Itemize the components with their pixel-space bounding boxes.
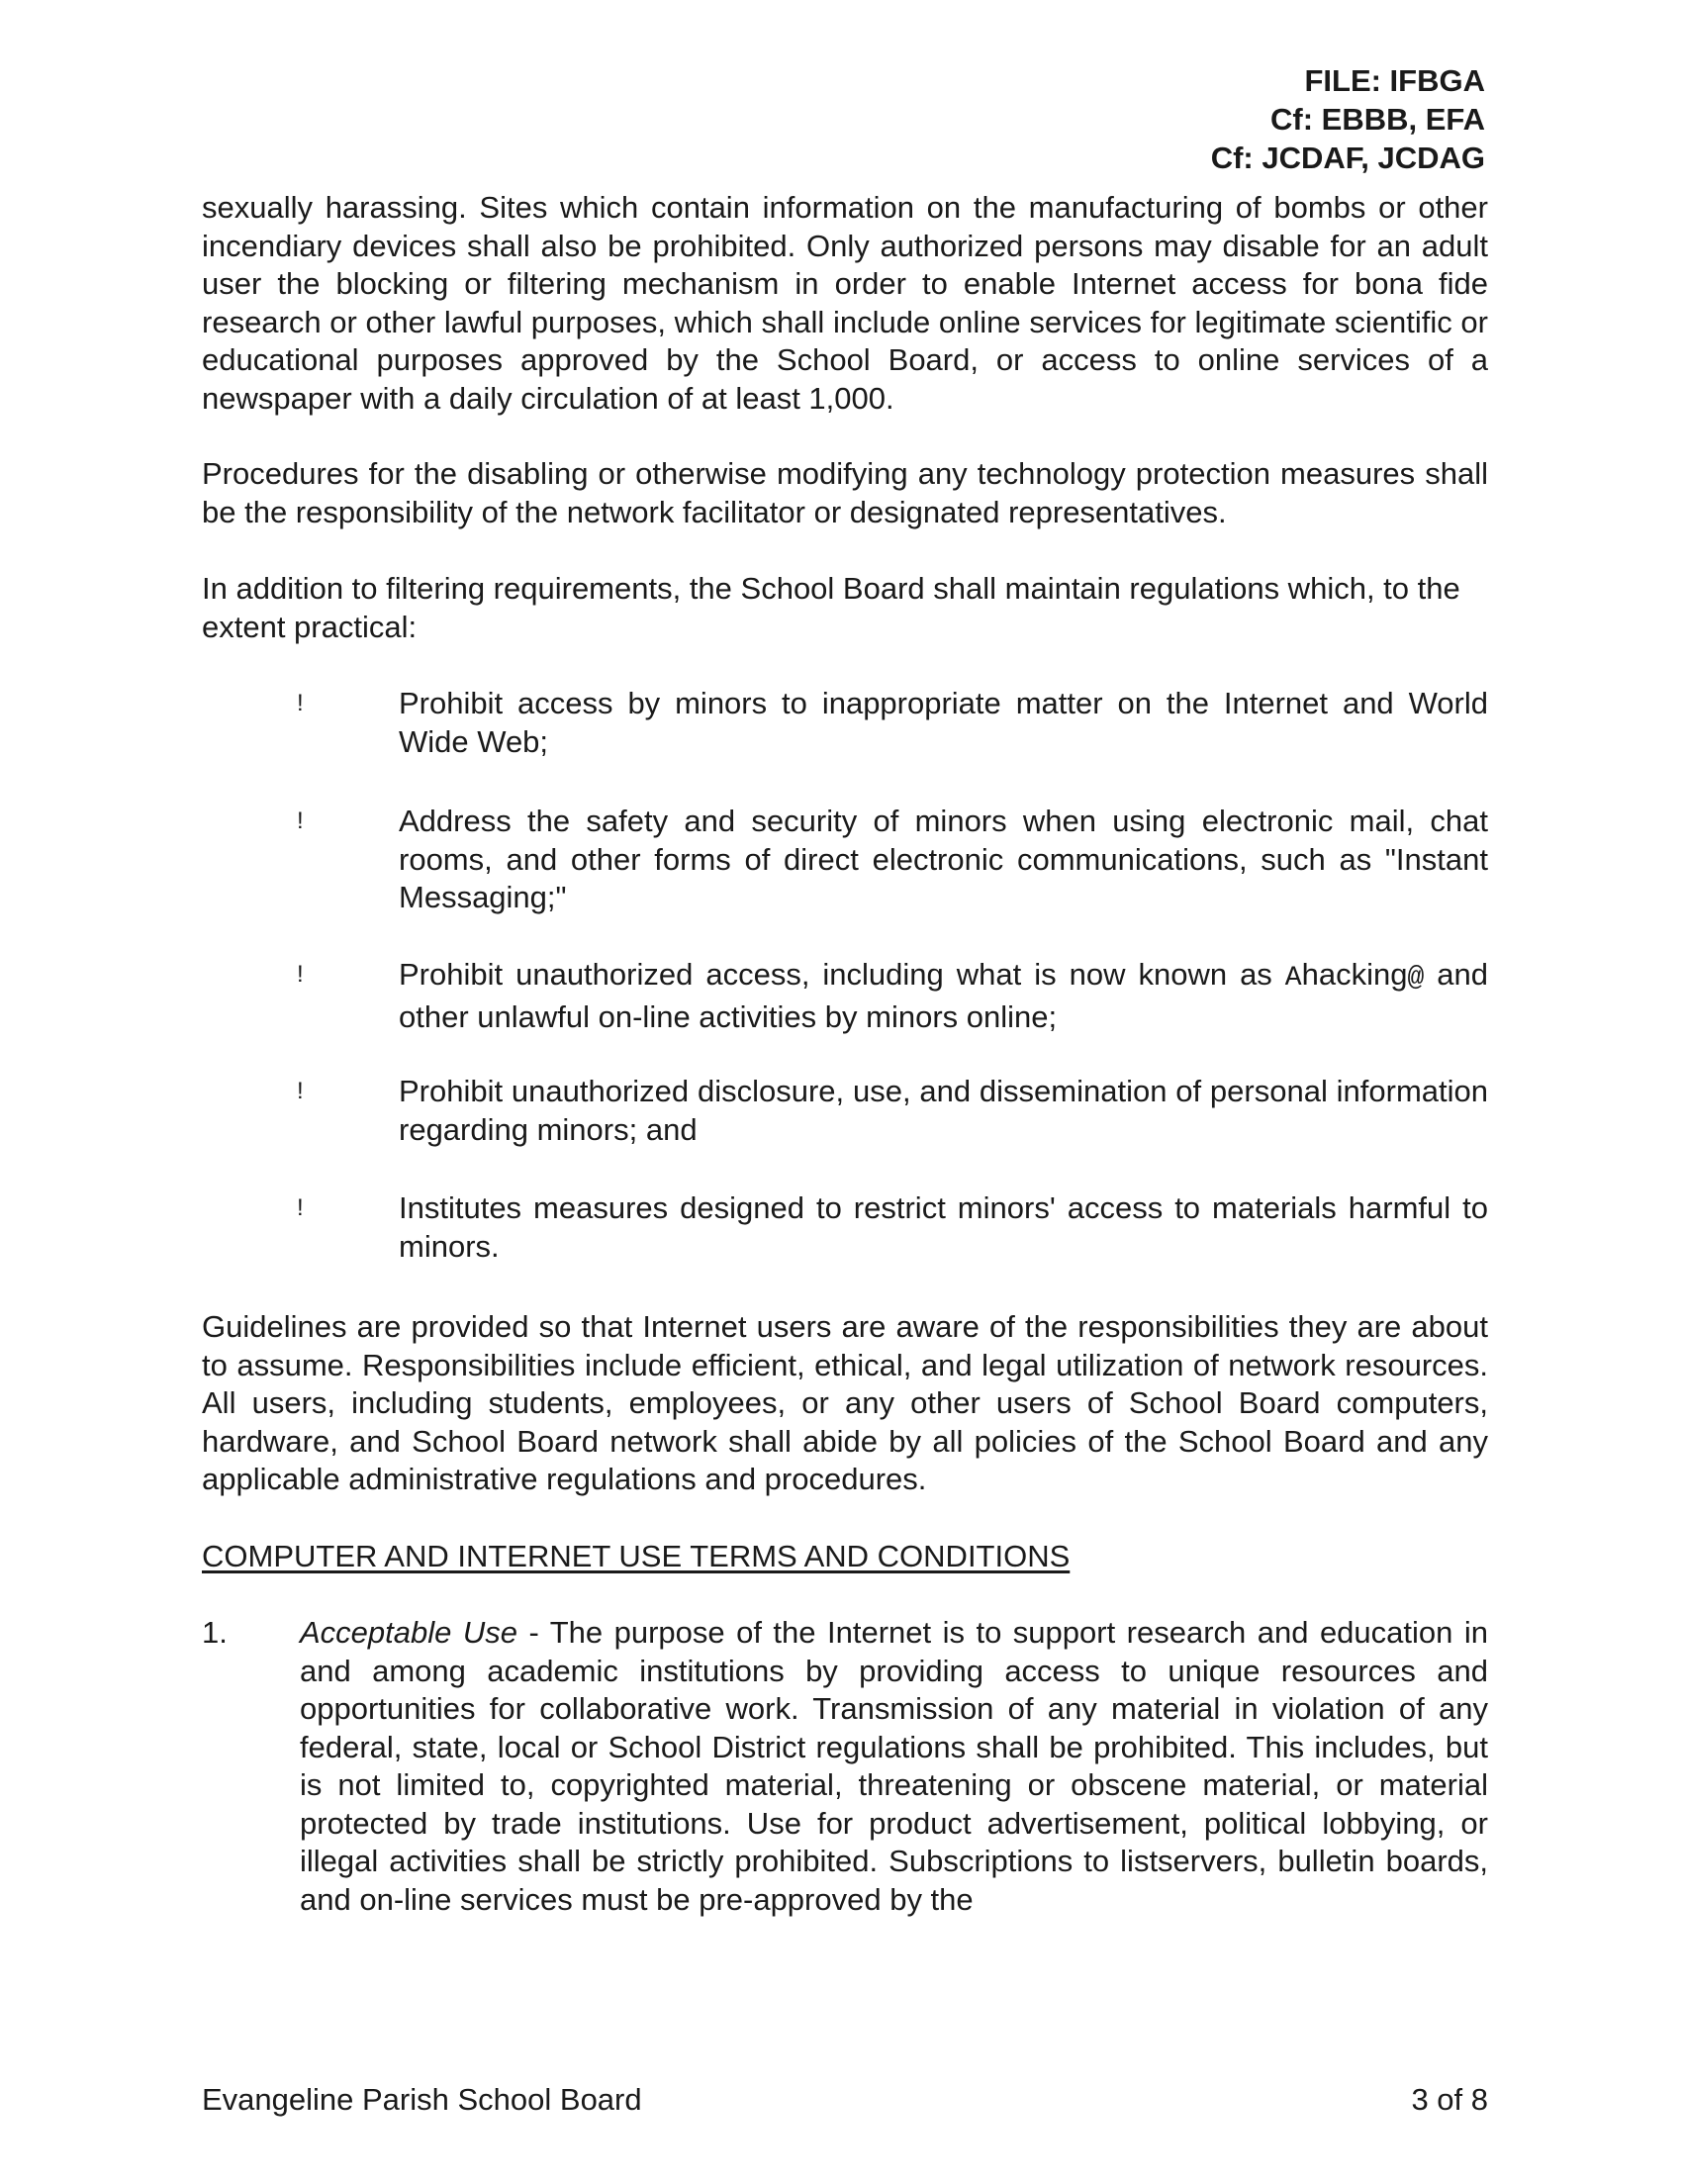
paragraph-text: In addition to filtering requirements, the School Board shall maintain regulations which, to the extent practical: xyxy=(202,571,1460,644)
paragraph-filtering-requirements xyxy=(202,570,1488,646)
item-body: - The purpose of the Internet is to support research and education in and among academic institutions by providing access to unique resources and opportunities for collaborative work. Transmission of any material in violation of any federal, state, local or School District regulations shall be prohibited. This includes, but is not limited to, copyrighted material, threatening or obscene material, or material protected by trade institutions. Use for product advertisement, political lobbying, or illegal activities shall be strictly prohibited. Subscriptions to listservers, bulletin boards, and on-line services must be pre-approved by the xyxy=(300,1615,1488,1917)
item-text xyxy=(300,1614,1488,1919)
bullet-marker: ! xyxy=(297,961,304,988)
footer-organization: Evangeline Parish School Board xyxy=(202,2082,642,2117)
list-item-text: Prohibit access by minors to inappropriate matter on the Internet and World Wide Web; xyxy=(399,686,1488,759)
paragraph-text: Procedures for the disabling or otherwise modifying any technology protection measures shall be the responsibility of the network facilitator or designated representatives. xyxy=(202,456,1488,529)
paragraph-text: Guidelines are provided so that Internet users are aware of the responsibilities they are about to assume. Responsibilities include efficient, ethical, and legal utilization of network resources. All users, including students, employees, or any other users of School Board computers, hardware, and School Board network shall abide by all policies of the School Board and any applicable administrative regulations and procedures. xyxy=(202,1309,1488,1496)
bullet-marker: ! xyxy=(297,690,304,716)
section-heading: COMPUTER AND INTERNET USE TERMS AND CONDITIONS xyxy=(202,1539,1071,1573)
list-item-text: Prohibit unauthorized disclosure, use, and dissemination of personal information regarding minors; and xyxy=(399,1074,1488,1147)
paragraph-text: sexually harassing. Sites which contain information on the manufacturing of bombs or other incendiary devices shall also be prohibited. Only authorized persons may disable for an adult user the blocking or filtering mechanism in order to enable Internet access for bona fide research or other lawful purposes, which shall include online services for legitimate scientific or educational purposes approved by the School Board, or access to online services of a newspaper with a daily circulation of at least 1,000. xyxy=(202,190,1488,416)
paragraph-disabling-procedures xyxy=(202,455,1488,531)
item-title: Acceptable Use xyxy=(300,1615,517,1650)
hacking-term: hacking xyxy=(1301,957,1408,992)
cross-reference-2: Cf: JCDAF, JCDAG xyxy=(1210,141,1485,175)
list-item-text xyxy=(399,956,1488,1036)
list-item-text-after: and other unlawful on-line activities by minors online; xyxy=(399,957,1488,1034)
paragraph-guidelines xyxy=(202,1308,1488,1499)
bullet-marker: ! xyxy=(297,1078,304,1104)
list-item-text: Institutes measures designed to restrict minors' access to materials harmful to minors. xyxy=(399,1190,1488,1264)
bullet-marker: ! xyxy=(297,1194,304,1221)
paragraph-filtering-exceptions xyxy=(202,189,1488,418)
cross-reference-1: Cf: EBBB, EFA xyxy=(1270,102,1485,137)
file-code: FILE: IFBGA xyxy=(1304,63,1485,98)
encoding-glyph-open: A xyxy=(1284,963,1302,994)
bullet-marker: ! xyxy=(297,807,304,834)
list-item-text: Address the safety and security of minors when using electronic mail, chat rooms, and other forms of direct electronic communications, such as "Instant Messaging;" xyxy=(399,804,1488,914)
encoding-glyph-close: @ xyxy=(1407,963,1425,994)
item-number: 1. xyxy=(202,1615,228,1650)
list-item-text-before: Prohibit unauthorized access, including what is now known as xyxy=(399,957,1285,992)
file-reference-header xyxy=(1211,61,1485,177)
footer-page-number: 3 of 8 xyxy=(1411,2082,1488,2117)
